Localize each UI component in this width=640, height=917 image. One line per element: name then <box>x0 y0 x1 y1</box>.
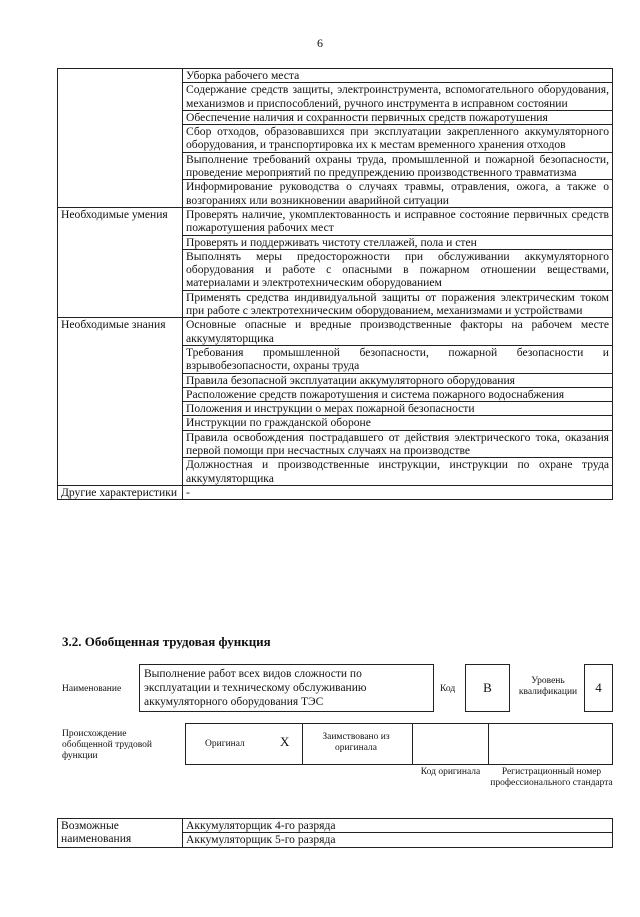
table-cell: Проверять наличие, укомплектованность и исправное состояние первичных средств пожаротушения рабочих мест <box>183 207 613 235</box>
table-cell: Аккумуляторщик 4-го разряда <box>183 819 613 833</box>
original-label: Оригинал <box>205 739 245 749</box>
table-row <box>58 318 613 346</box>
table-cell: Обеспечение наличия и сохранности первичных средств пожаротушения <box>183 110 613 124</box>
reg-number-label: Регистрационный номер профессионального стандарта <box>490 767 613 788</box>
code-value: B <box>465 664 510 712</box>
page-number: 6 <box>317 36 323 50</box>
group-label: Необходимые умения <box>58 207 183 317</box>
names-label: Возможные наименования <box>58 819 183 848</box>
origin-label: Происхождение обобщенной трудовой функции <box>62 729 152 761</box>
table-cell: Выполнять меры предосторожности при обслуживании аккумуляторного оборудования и работе с опасными в пожарном отношении веществами, материалами и электротехническим оборудованием <box>183 249 613 290</box>
level-label: Уровень квалификации <box>518 676 578 697</box>
table-cell: Сбор отходов, образовавшихся при эксплуатации закрепленного аккумуляторного оборудования, и транспортировка их к местам временного хранения отходов <box>183 125 613 153</box>
borrowed-label: Заимствовано из оригинала <box>322 732 390 753</box>
table-cell: Основные опасные и вредные производственные факторы на рабочем месте аккумуляторщика <box>183 318 613 346</box>
table-cell: Уборка рабочего места <box>183 69 613 83</box>
table-row <box>58 69 613 83</box>
origin-table <box>185 723 613 765</box>
table-cell: Требования промышленной безопасности, пожарной безопасности и взрывобезопасности, охраны труда <box>183 345 613 373</box>
table-cell: Проверять и поддерживать чистоту стеллажей, пола и стен <box>183 235 613 249</box>
group-label: Другие характеристики <box>58 485 183 499</box>
table-cell: Правила освобождения пострадавшего от действия электрического тока, оказания первой помощи при несчастных случаях на производстве <box>183 430 613 458</box>
table-row <box>58 819 613 833</box>
skills-knowledge-table <box>57 68 613 500</box>
possible-names-table <box>57 818 613 848</box>
table-cell: Применять средства индивидуальной защиты от поражения электрическим током при работе с электротехническим оборудованием, механизмами и устройствами <box>183 290 613 318</box>
name-value: Выполнение работ всех видов сложности по эксплуатации и техническому обслуживанию аккумуляторного оборудования ТЭС <box>139 664 434 712</box>
table-cell: Должностная и производственные инструкции, инструкции по охране труда аккумуляторщика <box>183 458 613 486</box>
section-title: 3.2. Обобщенная трудовая функция <box>62 634 271 649</box>
table-cell: - <box>183 485 613 499</box>
name-label: Наименование <box>62 684 122 694</box>
table-cell: Инструкции по гражданской обороне <box>183 416 613 430</box>
table-cell: Выполнение требований охраны труда, промышленной и пожарной безопасности, проведение мероприятий по предупреждению производственного травматизма <box>183 152 613 180</box>
table-cell: Расположение средств пожаротушения и система пожарного водоснабжения <box>183 387 613 401</box>
code-label: Код <box>440 684 456 694</box>
table-row <box>58 207 613 235</box>
table-row <box>58 485 613 499</box>
table-cell: Правила безопасной эксплуатации аккумуляторного оборудования <box>183 373 613 387</box>
table-cell: Положения и инструкции о мерах пожарной безопасности <box>183 402 613 416</box>
code-original-label: Код оригинала <box>420 767 481 777</box>
table-cell: Аккумуляторщик 5-го разряда <box>183 833 613 847</box>
group-label <box>58 69 183 208</box>
original-mark: X <box>280 734 290 749</box>
group-label: Необходимые знания <box>58 318 183 486</box>
table-cell: Содержание средств защиты, электроинструмента, вспомогательного оборудования, механизмов и приспособлений, ручного инструмента в исправном состоянии <box>183 83 613 111</box>
level-value: 4 <box>584 664 613 712</box>
table-cell: Информирование руководства о случаях травмы, отравления, ожога, а также о возгораниях или возникновении аварийной ситуации <box>183 180 613 208</box>
